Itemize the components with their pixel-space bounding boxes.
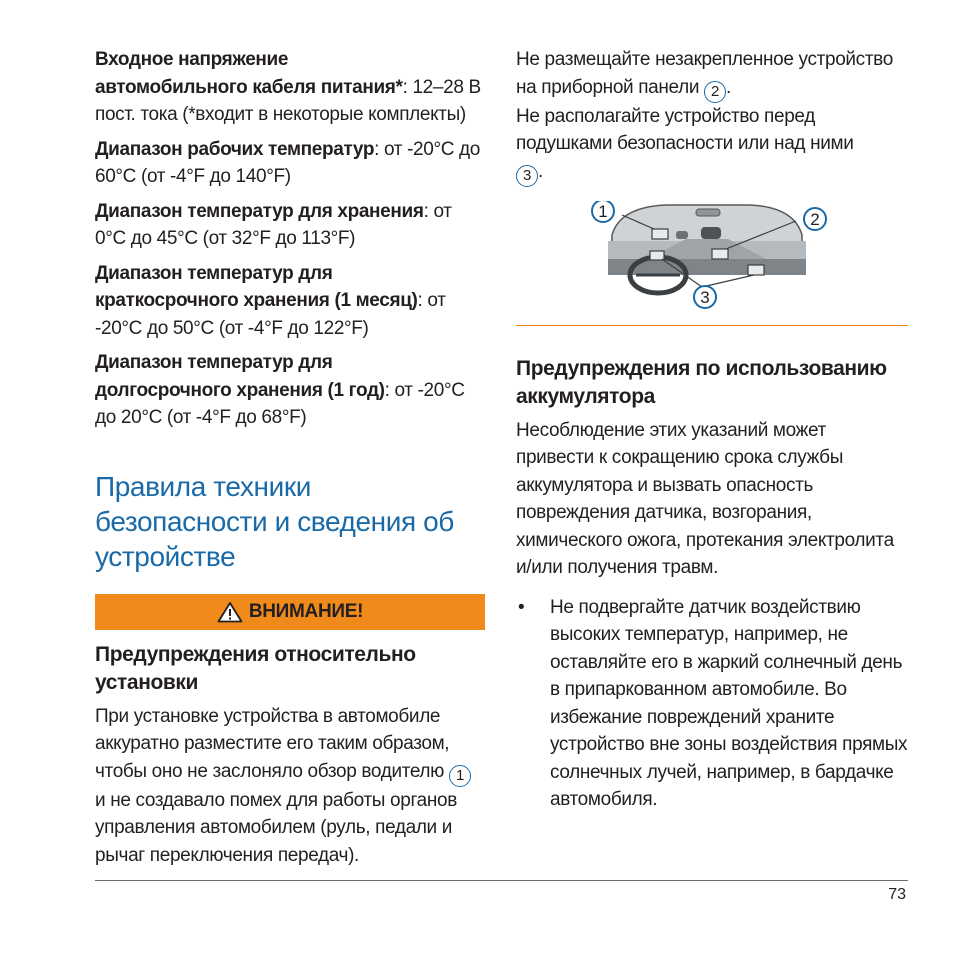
install-text: Не размещайте незакрепленное устройство на приборной панели [516, 49, 893, 98]
spec-label: Входное напряжение [95, 49, 289, 70]
spec-short-term-storage [95, 260, 485, 343]
install-text: . [538, 160, 543, 182]
install-text: При установке устройства в автомобиле аккуратно разместите его таким образом, чтобы оно не заслоняло обзор водителю [95, 705, 450, 782]
install-warnings-heading: Предупреждения относительно установки [95, 642, 416, 694]
warning-banner [95, 594, 485, 630]
spec-input-voltage [95, 46, 485, 129]
spec-label: Диапазон температур для [95, 262, 333, 284]
spec-storage-temperature [95, 198, 485, 253]
install-text: и не создавало помех для работы органов управления автомобилем (руль, педали и рычаг переключения передач). [95, 789, 457, 866]
spec-label: краткосрочного хранения (1 месяц) [95, 290, 418, 311]
spec-label: Диапазон температур для [95, 352, 333, 373]
bullet-mark: • [518, 596, 525, 618]
spec-label: долгосрочного хранения (1 год) [95, 379, 385, 401]
spec-operating-temperature [95, 136, 485, 191]
install-text: Не располагайте устройство перед подушками безопасности или над ними [516, 105, 854, 154]
bullet-text: Не подвергайте датчик воздействию высоких температур, например, не оставляйте его в жаркий солнечный день в припаркованном автомобиле. Во избежание повреждений храните устройство вне зоны воздействия прямых солнечных лучей, например, в бардачке автомобиля. [550, 596, 908, 810]
callout-3-icon: 3 [516, 165, 538, 187]
warning-label: ВНИМАНИЕ! [248, 600, 364, 622]
page-number: 73 [888, 886, 906, 903]
spec-label: Диапазон рабочих температур [95, 138, 375, 160]
spec-label: Диапазон температур для хранения [95, 200, 424, 222]
spec-value: -20°C до 60°C (от -4°F до 140°F) [95, 138, 480, 187]
warning-triangle-icon [217, 601, 243, 623]
spec-separator: : [417, 290, 423, 311]
specifications-list [95, 46, 485, 432]
callout-label: 3 [700, 287, 710, 307]
install-paragraph [95, 703, 485, 870]
callout-label: 2 [810, 209, 820, 229]
spec-value: от 0°C до 45°C (от 32°F до 113°F) [95, 200, 452, 249]
callout-3-icon [694, 286, 716, 308]
section-title: Правила техники безопасности и сведения об устройстве [95, 470, 454, 572]
battery-warnings-heading: Предупреждения по использованию аккумулятора [516, 356, 887, 408]
spec-separator: : от [374, 138, 403, 160]
car-interior-illustration [516, 201, 908, 313]
orange-divider [516, 325, 908, 326]
right-column [516, 46, 908, 814]
spec-value: 12–28 В пост. тока (*входит в некоторые комплекты) [95, 76, 481, 125]
callout-2-icon: 2 [704, 81, 726, 103]
battery-bullet-list [516, 594, 908, 814]
spec-long-term-storage [95, 349, 485, 432]
callout-2-icon [804, 208, 826, 230]
spec-value: -20°C до 20°C (от -4°F до 68°F) [95, 379, 465, 428]
install-text: . [726, 76, 731, 98]
spec-separator: : от [384, 379, 413, 401]
callout-1-icon [592, 201, 614, 222]
spec-separator: : [402, 76, 408, 98]
install-paragraph-continued [516, 46, 908, 187]
windshield-mount-diagram [516, 201, 908, 313]
spec-value: от -20°C до 50°C (от -4°F до 122°F) [95, 290, 446, 339]
battery-intro: Несоблюдение этих указаний может привести к сокращению срока службы аккумулятора и вызвать опасность повреждения датчика, возгорания, химического ожога, протекания электролита и/или получения травм. [516, 419, 894, 578]
callout-1-icon: 1 [449, 765, 471, 787]
callout-label: 1 [598, 201, 608, 221]
spec-label: автомобильного кабеля питания* [95, 76, 403, 98]
list-item [516, 594, 908, 814]
spec-separator: : [423, 200, 429, 222]
footer-divider [95, 880, 908, 881]
left-column [95, 46, 485, 869]
